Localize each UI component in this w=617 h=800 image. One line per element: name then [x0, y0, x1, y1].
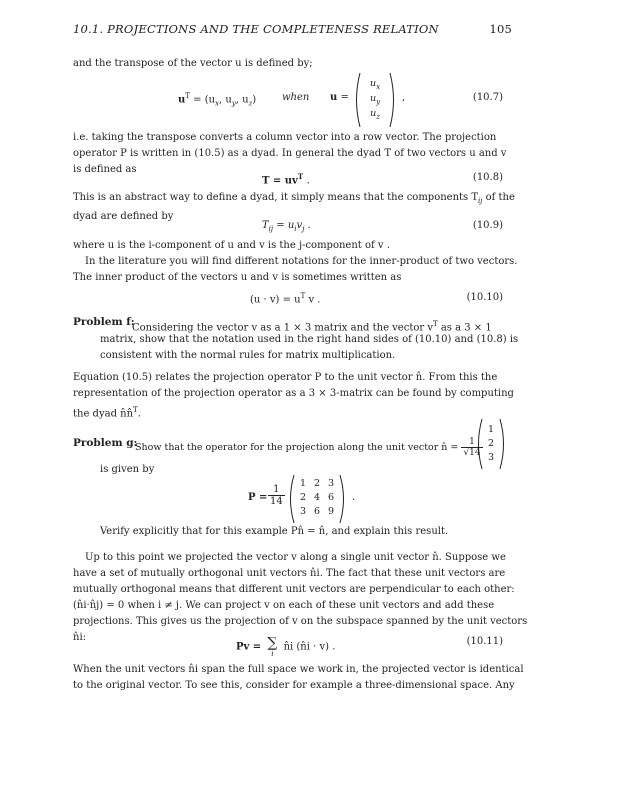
matrix-entry: 2	[487, 438, 495, 449]
vector-u-column	[362, 78, 388, 123]
text-line: consistent with the normal rules for matrix multiplication.	[100, 350, 396, 361]
paragraph-projection-representation	[73, 370, 514, 422]
matrix-P-period: .	[352, 492, 356, 503]
matrix-entry: 3	[487, 452, 495, 463]
text-line: This is an abstract way to define a dyad, it simply means that the components $T_{ij}$ of the	[73, 192, 515, 205]
equation-number-10-7: (10.7)	[472, 92, 503, 103]
vector-u-y: $u_y$	[369, 93, 381, 106]
problem-g-verify: Verify explicitly that for this example Pn̂ = n̂, and explain this result.	[100, 526, 449, 537]
text-line: have a set of mutually orthogonal unit vectors n̂i. The fact that these unit vectors are	[73, 568, 506, 579]
left-paren-vector-u	[352, 72, 362, 128]
equation-10-9: $T_{ij} = u_iv_j$ .	[262, 220, 311, 233]
equation-10-8: $T = uv^T$ .	[262, 172, 310, 187]
matrix-entry: 2	[313, 478, 321, 489]
text-line: Equation (10.5) relates the projection operator P to the unit vector n̂. From this the	[73, 372, 498, 383]
matrix-entry: 9	[327, 506, 335, 517]
right-paren-vector-u	[388, 72, 398, 128]
text-line: operator P is written in (10.5) as a dyad. In general the dyad T of two vectors u and v	[73, 148, 507, 159]
text-line: (n̂i·n̂j) = 0 when i ≠ j. We can project v on each of these unit vectors and add these	[73, 600, 495, 611]
right-paren-matrix-P	[338, 474, 348, 524]
problem-f-continuation	[100, 332, 519, 364]
text-line: In the literature you will find different notations for the inner-product of two vectors.	[85, 256, 518, 267]
text-line: Considering the vector v as a 1 × 3 matrix and the vector $v^T$ as a 3 × 1	[132, 320, 492, 334]
text-line: i.e. taking the transpose converts a column vector into a row vector. The projection	[73, 132, 497, 143]
paragraph-completeness	[73, 662, 524, 694]
matrix-P-fraction: $\frac{1}{14}$	[270, 484, 283, 507]
equation-10-7-comma: ,	[402, 92, 406, 103]
paragraph-orthogonal-projections	[73, 550, 528, 646]
text-line: to the original vector. To see this, consider for example a three-dimensional space. Any	[73, 680, 515, 691]
problem-g-given-by: is given by	[100, 464, 155, 475]
matrix-entry: 3	[327, 478, 335, 489]
text-line: projections. This gives us the projection of v on the subspace spanned by the unit vectors	[73, 616, 528, 627]
problem-f-label: Problem f:	[73, 316, 135, 328]
text-line: is defined as	[73, 164, 137, 175]
problem-g-label: Problem g:	[73, 437, 138, 449]
text-line: dyad are defined by	[73, 211, 174, 222]
text-line: where u is the i-component of u and v is the j-component of v .	[73, 240, 390, 251]
equation-10-11: Pv = ∑ i n̂i (n̂i · v) .	[236, 635, 336, 658]
matrix-entry: 6	[327, 492, 335, 503]
unit-vector-column	[484, 424, 498, 466]
unit-vector-fraction: $\frac{1}{√14}$	[463, 437, 481, 458]
text-line: When the unit vectors n̂i span the full space we work in, the projected vector is identical	[73, 664, 524, 675]
matrix-entry: 4	[313, 492, 321, 503]
problem-g-text: Show that the operator for the projection along the unit vector n̂ = $\frac{1}{√14}$	[135, 437, 481, 458]
text-line: The inner product of the vectors u and v is sometimes written as	[73, 272, 402, 283]
equation-10-7-when: when	[282, 92, 310, 103]
vector-u-z: $u_z$	[370, 108, 380, 121]
matrix-P-label: P =	[248, 492, 268, 503]
paragraph-transpose-intro: and the transpose of the vector u is defined by;	[73, 58, 313, 69]
text-line: n̂i:	[73, 632, 87, 643]
matrix-P-entries	[296, 478, 338, 520]
matrix-entry: 6	[313, 506, 321, 517]
matrix-entry: 3	[299, 506, 307, 517]
equation-number-10-10: (10.10)	[466, 292, 503, 303]
equation-10-10: $(u \cdot v) = u^T$ v .	[250, 292, 321, 306]
page-number: 105	[489, 22, 512, 36]
equation-10-7-u-eq: u =	[330, 92, 349, 103]
equation-number-10-11: (10.11)	[466, 636, 503, 647]
matrix-entry: 2	[299, 492, 307, 503]
matrix-entry: 1	[487, 424, 495, 435]
left-paren-matrix-P	[286, 474, 296, 524]
running-header: 10.1. PROJECTIONS AND THE COMPLETENESS RELATION	[73, 22, 439, 36]
matrix-entry: 1	[299, 478, 307, 489]
equation-number-10-9: (10.9)	[472, 220, 503, 231]
paragraph-inner-product	[73, 238, 518, 286]
equation-number-10-8: (10.8)	[472, 172, 503, 183]
text-line: Up to this point we projected the vector v along a single unit vector n̂. Suppose we	[85, 552, 506, 563]
equation-10-7-lhs: $u^T = (u_x$, $u_y$, $u_z$)	[178, 92, 257, 108]
paragraph-dyad-definition	[73, 130, 507, 178]
text-line: the dyad n̂n̂$^T$.	[73, 406, 141, 420]
text-line: representation of the projection operator as a 3 × 3-matrix can be found by computing	[73, 388, 514, 399]
text-line: mutually orthogonal means that different unit vectors are perpendicular to each other:	[73, 584, 515, 595]
vector-u-x: $u_x$	[369, 78, 381, 91]
text-line: matrix, show that the notation used in the right hand sides of (10.10) and (10.8) is	[100, 334, 519, 345]
sum-symbol: ∑ i	[267, 635, 278, 658]
